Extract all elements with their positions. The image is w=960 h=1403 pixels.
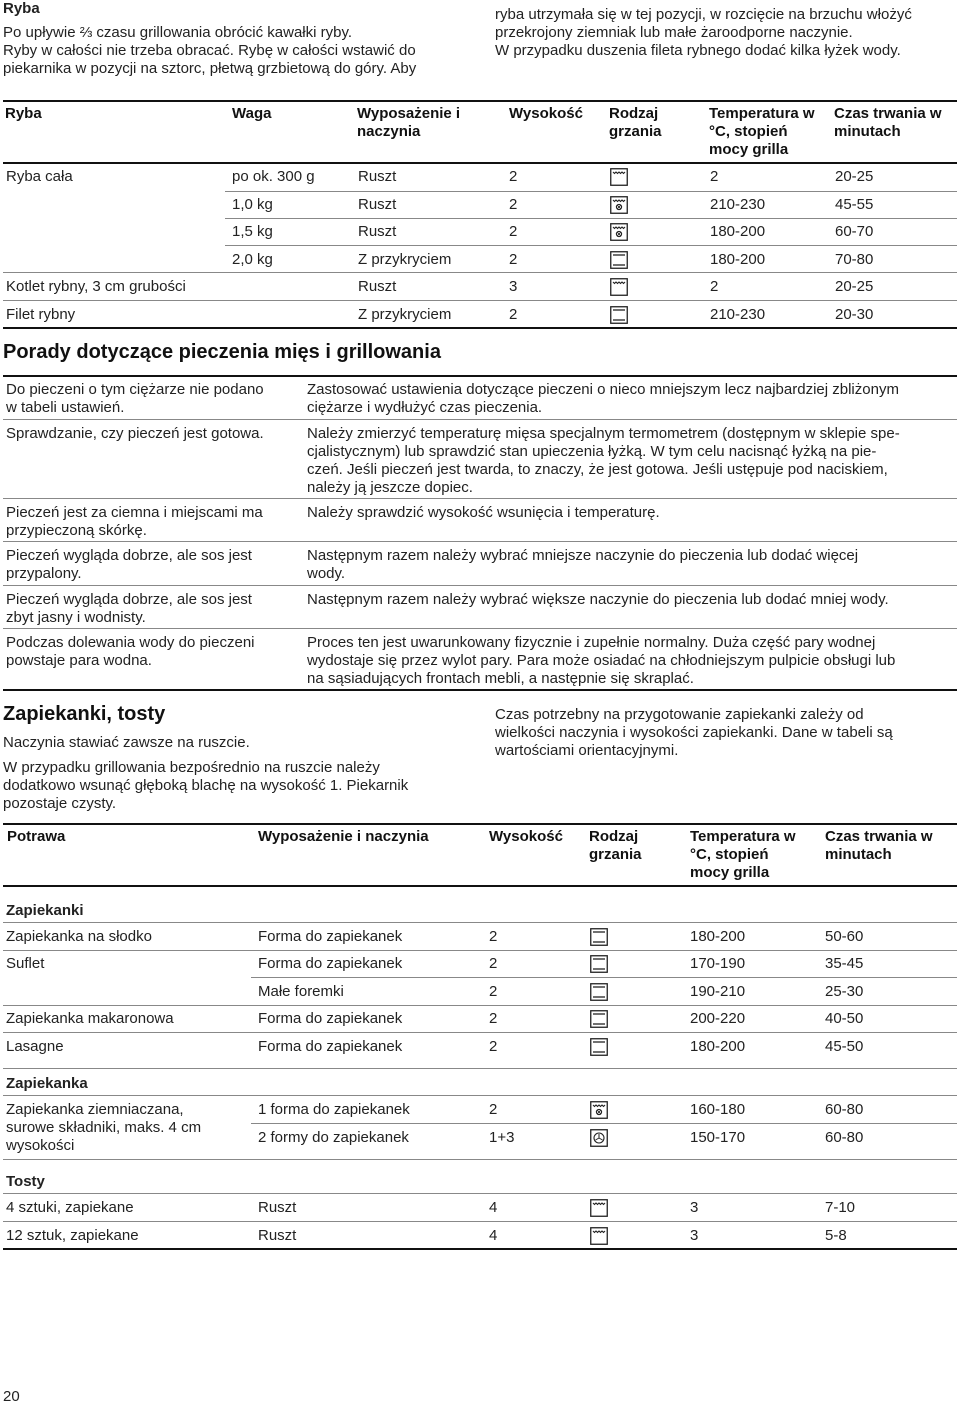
casseroles-heading: Zapiekanki, tosty <box>3 703 166 725</box>
tip-problem-text: Do pieczeni o tym ciężarze nie podano <box>6 381 264 398</box>
tip-problem-text: Podczas dolewania wody do pieczeni <box>6 634 255 651</box>
casseroles-note-line-2: wielkości naczynia i wysokości zapiekanki. Dane w tabeli są <box>495 724 893 741</box>
casserole-level-cell: 2 <box>489 955 498 972</box>
casserole-equipment-cell: 1 forma do zapiekanek <box>258 1101 410 1118</box>
casserole-dish-cell: Lasagne <box>6 1038 64 1055</box>
fish-level-cell: 2 <box>509 306 518 323</box>
fish-temperature-cell: 2 <box>710 168 719 185</box>
row-divider <box>3 1159 957 1160</box>
top-bottom-heat-icon <box>590 928 608 946</box>
casserole-group-label: Tosty <box>6 1173 45 1190</box>
casserole-temperature-cell: 3 <box>690 1199 699 1216</box>
row-divider <box>3 922 957 923</box>
top-bottom-heat-icon <box>590 1038 608 1056</box>
row-divider <box>3 1032 957 1033</box>
casserole-equipment-cell: Forma do zapiekanek <box>258 955 403 972</box>
fish-time-cell: 45-55 <box>835 196 874 213</box>
fish-time-cell: 20-30 <box>835 306 874 323</box>
tip-problem-text: przypalony. <box>6 565 82 582</box>
tip-problem-text: powstaje para wodna. <box>6 652 152 669</box>
fish-col-header-time: Czas trwania w minutach <box>834 105 942 140</box>
casserole-equipment-cell: Ruszt <box>258 1199 297 1216</box>
fish-temperature-cell: 210-230 <box>710 196 766 213</box>
casserole-temperature-cell: 180-200 <box>690 928 746 945</box>
casserole-dish-cell: Zapiekanka ziemniaczana, <box>6 1101 184 1118</box>
casserole-temperature-cell: 170-190 <box>690 955 746 972</box>
fish-equipment-cell: Ruszt <box>358 196 397 213</box>
fish-equipment-cell: Ruszt <box>358 168 397 185</box>
circotherm-grill-icon <box>610 223 628 241</box>
casserole-level-cell: 2 <box>489 983 498 1000</box>
fish-weight-cell: 2,0 kg <box>232 251 273 268</box>
tip-solution-text: Proces ten jest uwarunkowany fizycznie i zupełnie normalny. Duża część pary wodnej <box>307 634 876 651</box>
casserole-equipment-cell: Forma do zapiekanek <box>258 928 403 945</box>
page-number: 20 <box>3 1388 20 1403</box>
divider <box>3 327 957 329</box>
row-divider <box>3 1005 957 1006</box>
fish-temperature-cell: 180-200 <box>710 223 766 240</box>
casserole-dish-cell: Zapiekanka na słodko <box>6 928 152 945</box>
casserole-equipment-cell: Forma do zapiekanek <box>258 1038 403 1055</box>
casserole-dish-cell: surowe składniki, maks. 4 cm <box>6 1119 202 1136</box>
casserole-level-cell: 2 <box>489 1101 498 1118</box>
fish-weight-cell: 1,5 kg <box>232 223 273 240</box>
tip-solution-text: Następnym razem należy wybrać mniejsze naczynie do pieczenia lub dodać więcej <box>307 547 859 564</box>
casserole-time-cell: 50-60 <box>825 928 864 945</box>
casserole-equipment-cell: Forma do zapiekanek <box>258 1010 403 1027</box>
tip-problem-text: zbyt jasny i wodnisty. <box>6 609 146 626</box>
casseroles-intro-line-3: dodatkowo wsunąć głęboką blachę na wysokość 1. Piekarnik <box>3 777 409 794</box>
casseroles-intro-line-4: pozostaje czysty. <box>3 795 117 812</box>
casserole-level-cell: 2 <box>489 1010 498 1027</box>
casserole-temperature-cell: 200-220 <box>690 1010 746 1027</box>
row-divider <box>3 300 957 301</box>
row-divider <box>225 245 957 246</box>
fish-temperature-cell: 210-230 <box>710 306 766 323</box>
tip-problem-text: w tabeli ustawień. <box>6 399 125 416</box>
tip-problem-text: Pieczeń wygląda dobrze, ale sos jest <box>6 591 252 608</box>
casserole-time-cell: 60-80 <box>825 1129 864 1146</box>
circotherm-grill-icon <box>590 1101 608 1119</box>
row-divider <box>3 419 957 420</box>
divider <box>3 162 957 164</box>
top-bottom-heat-icon <box>610 251 628 269</box>
fish-intro-line-3: piekarnika w pozycji na sztorc, płetwą grzbietową do góry. Aby <box>3 60 417 77</box>
casserole-level-cell: 2 <box>489 928 498 945</box>
divider <box>3 689 957 691</box>
divider <box>3 823 957 825</box>
casserole-time-cell: 7-10 <box>825 1199 856 1216</box>
fish-intro-right-line-3: W przypadku duszenia fileta rybnego dodać kilka łyżek wody. <box>495 42 901 59</box>
casserole-time-cell: 60-80 <box>825 1101 864 1118</box>
casserole-level-cell: 1+3 <box>489 1129 515 1146</box>
fish-intro-right-line-2: przekrojony ziemniak lub małe żaroodporne naczynie. <box>495 24 853 41</box>
fish-weight-cell: 1,0 kg <box>232 196 273 213</box>
section-heading-fish: Ryba <box>3 0 40 17</box>
tip-problem-text: Pieczeń wygląda dobrze, ale sos jest <box>6 547 252 564</box>
fish-level-cell: 2 <box>509 223 518 240</box>
row-divider <box>225 191 957 192</box>
casserole-equipment-cell: Małe foremki <box>258 983 344 1000</box>
casserole-temperature-cell: 3 <box>690 1227 699 1244</box>
row-divider <box>251 1123 957 1124</box>
row-divider <box>3 272 957 273</box>
fish-level-cell: 2 <box>509 196 518 213</box>
casserole-equipment-cell: 2 formy do zapiekanek <box>258 1129 409 1146</box>
tip-problem-text: przypieczoną skórkę. <box>6 522 147 539</box>
casseroles-intro-line-2: W przypadku grillowania bezpośrednio na ruszcie należy <box>3 759 380 776</box>
casseroles-intro-line-1: Naczynia stawiać zawsze na ruszcie. <box>3 734 250 751</box>
casserole-col-header-equipment: Wyposażenie i naczynia <box>258 828 429 845</box>
fish-equipment-cell: Z przykryciem <box>358 251 452 268</box>
casserole-col-header-temperature: Temperatura w °C, stopień mocy grilla <box>690 828 796 881</box>
casserole-level-cell: 2 <box>489 1038 498 1055</box>
casserole-col-header-time: Czas trwania w minutach <box>825 828 933 863</box>
fish-intro-line-2: Ryby w całości nie trzeba obracać. Rybę w całości wstawić do <box>3 42 416 59</box>
tip-solution-text: cjalistycznym) lub sprawdzić stan upieczenia łyżką. W tym celu nacisnąć łyżką na pie- <box>307 443 877 460</box>
casserole-dish-cell: 12 sztuk, zapiekane <box>6 1227 139 1244</box>
fish-time-cell: 20-25 <box>835 278 874 295</box>
tip-solution-text: Zastosować ustawienia dotyczące pieczeni o nieco mniejszym lecz najbardziej zbliżonym <box>307 381 899 398</box>
fish-col-header-weight: Waga <box>232 105 272 122</box>
tip-problem-text: Sprawdzanie, czy pieczeń jest gotowa. <box>6 425 264 442</box>
casserole-time-cell: 40-50 <box>825 1010 864 1027</box>
grill-large-icon <box>610 168 628 186</box>
tip-solution-text: Następnym razem należy wybrać większe naczynie do pieczenia lub dodać mniej wody. <box>307 591 889 608</box>
fish-dish-cell: Kotlet rybny, 3 cm grubości <box>6 278 186 295</box>
row-divider <box>3 1068 957 1069</box>
grill-large-icon <box>590 1227 608 1245</box>
fish-col-header-equipment: Wyposażenie i naczynia <box>357 105 461 140</box>
row-divider <box>3 628 957 629</box>
row-divider <box>251 977 957 978</box>
row-divider <box>225 218 957 219</box>
row-divider <box>3 498 957 499</box>
casserole-col-header-dish: Potrawa <box>7 828 66 845</box>
top-bottom-heat-icon <box>590 1010 608 1028</box>
casserole-time-cell: 45-50 <box>825 1038 864 1055</box>
circotherm-grill-icon <box>610 196 628 214</box>
row-divider <box>3 541 957 542</box>
fish-col-header-heating: Rodzaj grzania <box>609 105 662 140</box>
casserole-time-cell: 35-45 <box>825 955 864 972</box>
fish-temperature-cell: 2 <box>710 278 719 295</box>
divider <box>3 885 957 887</box>
tip-solution-text: należy ją jeszcze dopiec. <box>307 479 473 496</box>
fish-level-cell: 3 <box>509 278 518 295</box>
top-bottom-heat-icon <box>610 306 628 324</box>
tip-solution-text: wydostaje się przez wylot pary. Para może osiadać na chłodniejszym pulpicie obsługi lub <box>307 652 896 669</box>
grill-large-icon <box>610 278 628 296</box>
fish-time-cell: 60-70 <box>835 223 874 240</box>
casserole-equipment-cell: Ruszt <box>258 1227 297 1244</box>
casserole-time-cell: 25-30 <box>825 983 864 1000</box>
fish-col-header-temperature: Temperatura w °C, stopień mocy grilla <box>709 105 815 158</box>
tip-problem-text: Pieczeń jest za ciemna i miejscami ma <box>6 504 263 521</box>
fish-time-cell: 20-25 <box>835 168 874 185</box>
row-divider <box>3 950 957 951</box>
fish-dish-cell: Ryba cała <box>6 168 73 185</box>
top-bottom-heat-icon <box>590 983 608 1001</box>
fish-equipment-cell: Z przykryciem <box>358 306 452 323</box>
casserole-group-label: Zapiekanka <box>6 1075 88 1092</box>
divider <box>3 375 957 377</box>
grill-large-icon <box>590 1199 608 1217</box>
tip-solution-text: czeń. Jeśli pieczeń jest twarda, to znaczy, że jest gotowa. Jeśli ustępuje pod naciskiem, <box>307 461 888 478</box>
divider <box>3 1248 957 1250</box>
tip-solution-text: Należy zmierzyć temperaturę mięsa specjalnym termometrem (dostępnym w sklepie spe- <box>307 425 900 442</box>
casserole-temperature-cell: 190-210 <box>690 983 746 1000</box>
fish-intro-line-1: Po upływie ⅔ czasu grillowania obrócić kawałki ryby. <box>3 24 353 41</box>
casserole-level-cell: 4 <box>489 1199 498 1216</box>
fish-level-cell: 2 <box>509 251 518 268</box>
fish-weight-cell: po ok. 300 g <box>232 168 315 185</box>
tip-solution-text: na sąsiadujących frontach mebli, a następnie się skraplać. <box>307 670 694 687</box>
casserole-dish-cell: Zapiekanka makaronowa <box>6 1010 174 1027</box>
casserole-dish-cell: wysokości <box>6 1137 75 1154</box>
casserole-col-header-level: Wysokość <box>489 828 563 845</box>
row-divider <box>3 1221 957 1222</box>
fish-dish-cell: Filet rybny <box>6 306 76 323</box>
fish-temperature-cell: 180-200 <box>710 251 766 268</box>
row-divider <box>3 585 957 586</box>
casserole-temperature-cell: 150-170 <box>690 1129 746 1146</box>
fish-level-cell: 2 <box>509 168 518 185</box>
fish-equipment-cell: Ruszt <box>358 278 397 295</box>
fish-equipment-cell: Ruszt <box>358 223 397 240</box>
top-bottom-heat-icon <box>590 955 608 973</box>
casserole-temperature-cell: 160-180 <box>690 1101 746 1118</box>
casserole-level-cell: 4 <box>489 1227 498 1244</box>
hot-air-icon <box>590 1129 608 1147</box>
tip-solution-text: wody. <box>307 565 346 582</box>
casserole-col-header-heating: Rodzaj grzania <box>589 828 642 863</box>
tips-heading: Porady dotyczące pieczenia mięs i grillowania <box>3 341 441 363</box>
casserole-dish-cell: Suflet <box>6 955 45 972</box>
fish-time-cell: 70-80 <box>835 251 874 268</box>
casserole-dish-cell: 4 sztuki, zapiekane <box>6 1199 134 1216</box>
row-divider <box>3 1193 957 1194</box>
divider <box>3 100 957 102</box>
casserole-time-cell: 5-8 <box>825 1227 847 1244</box>
fish-col-header-dish: Ryba <box>5 105 42 122</box>
fish-col-header-level: Wysokość <box>509 105 583 122</box>
casseroles-note-line-3: wartościami orientacyjnymi. <box>495 742 679 759</box>
casserole-temperature-cell: 180-200 <box>690 1038 746 1055</box>
tip-solution-text: ciężarze i wydłużyć czas pieczenia. <box>307 399 543 416</box>
casseroles-note-line-1: Czas potrzebny na przygotowanie zapiekanki zależy od <box>495 706 864 723</box>
tip-solution-text: Należy sprawdzić wysokość wsunięcia i temperaturę. <box>307 504 660 521</box>
row-divider <box>3 1095 957 1096</box>
fish-intro-right-line-1: ryba utrzymała się w tej pozycji, w rozcięcie na brzuchu włożyć <box>495 6 912 23</box>
casserole-group-label: Zapiekanki <box>6 902 84 919</box>
